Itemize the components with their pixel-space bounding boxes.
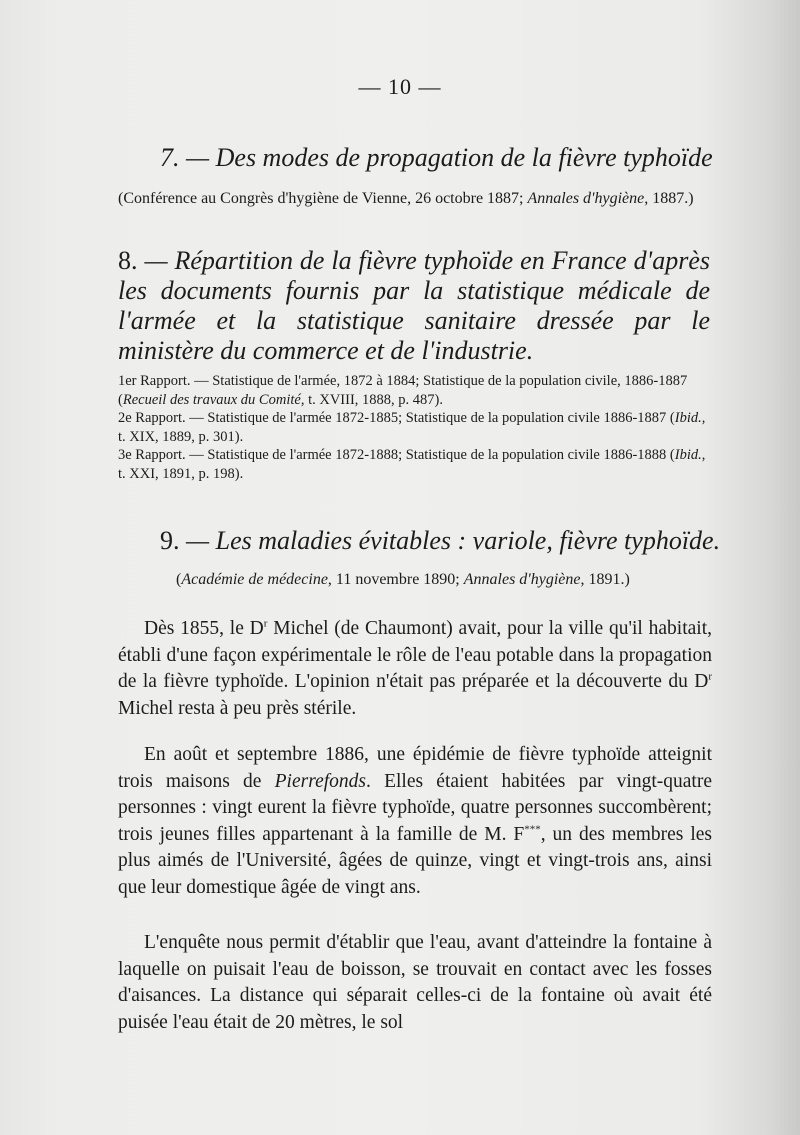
- section-9-number: 9.: [160, 526, 180, 555]
- report-list: [118, 372, 714, 483]
- section-8-number: 8.: [118, 246, 138, 275]
- section-7-reference: (Conférence au Congrès d'hygiène de Vienne, 26 octobre 1887; Annales d'hygiène, 1887.): [118, 190, 694, 207]
- section-9-heading: [160, 526, 720, 556]
- paragraph-3: L'enquête nous permit d'établir que l'eau, avant d'atteindre la fontaine à laquelle on puisait l'eau de boisson, se trouvait en contact avec les fosses d'aisances. La distance qui séparait celles-ci de la fontaine où avait été puisée l'eau était de 20 mètres, le sol: [118, 932, 712, 1033]
- place-name: Pierrefonds: [274, 770, 366, 792]
- section-8-heading: [118, 246, 710, 366]
- section-9-reference: (Académie de médecine, 11 novembre 1890; Annales d'hygiène, 1891.): [176, 571, 630, 588]
- section-9-title: — Les maladies évitables : variole, fièvre typhoïde.: [186, 526, 721, 555]
- journal-name: Annales d'hygiène: [527, 190, 645, 207]
- section-7-number: 7. —: [160, 143, 210, 172]
- report-item: 1er Rapport. — Statistique de l'armée, 1872 à 1884; Statistique de la population civile, 1886-1887 (Recueil des travaux du Comité, t. XVIII, 1888, p. 487).: [118, 373, 688, 408]
- section-7-title: Des modes de propagation de la fièvre typhoïde: [215, 143, 713, 172]
- report-item: 3e Rapport. — Statistique de l'armée 1872-1888; Statistique de la population civile 1886-1888 (Ibid., t. XXI, 1891, p. 198).: [118, 447, 706, 482]
- report-item: 2e Rapport. — Statistique de l'armée 1872-1885; Statistique de la population civile 1886-1887 (Ibid., t. XIX, 1889, p. 301).: [118, 410, 706, 445]
- page-number: — 10 —: [358, 74, 442, 99]
- section-8-title: — Répartition de la fièvre typhoïde en France d'après les documents fournis par la statistique médicale de l'armée et la statistique sanitaire dressée par le ministère du commerce et de l'industrie.: [118, 246, 711, 365]
- section-7-heading: [160, 143, 713, 173]
- paragraph-2: En août et septembre 1886, une épidémie de fièvre typhoïde atteignit trois maisons de Pierrefonds. Elles étaient habitées par vingt-quatre personnes : vingt eurent la fièvre typhoïde, quatre personnes succombèrent; trois jeunes filles appartenant à la famille de M. F***, un des membres les plus aimés de l'Université, âgées de quinze, vingt et vingt-trois ans, ainsi que leur domestique âgée de vingt ans.: [118, 744, 712, 898]
- paragraph-1: Dès 1855, le $D^r$ Michel (de Chaumont) avait, pour la ville qu'il habitait, établi d'une façon expérimentale le rôle de l'eau potable dans la propagation de la fièvre typhoïde. L'opinion n'était pas préparée et la découverte du $D^r$ Michel resta à peu près stérile.: [118, 617, 713, 719]
